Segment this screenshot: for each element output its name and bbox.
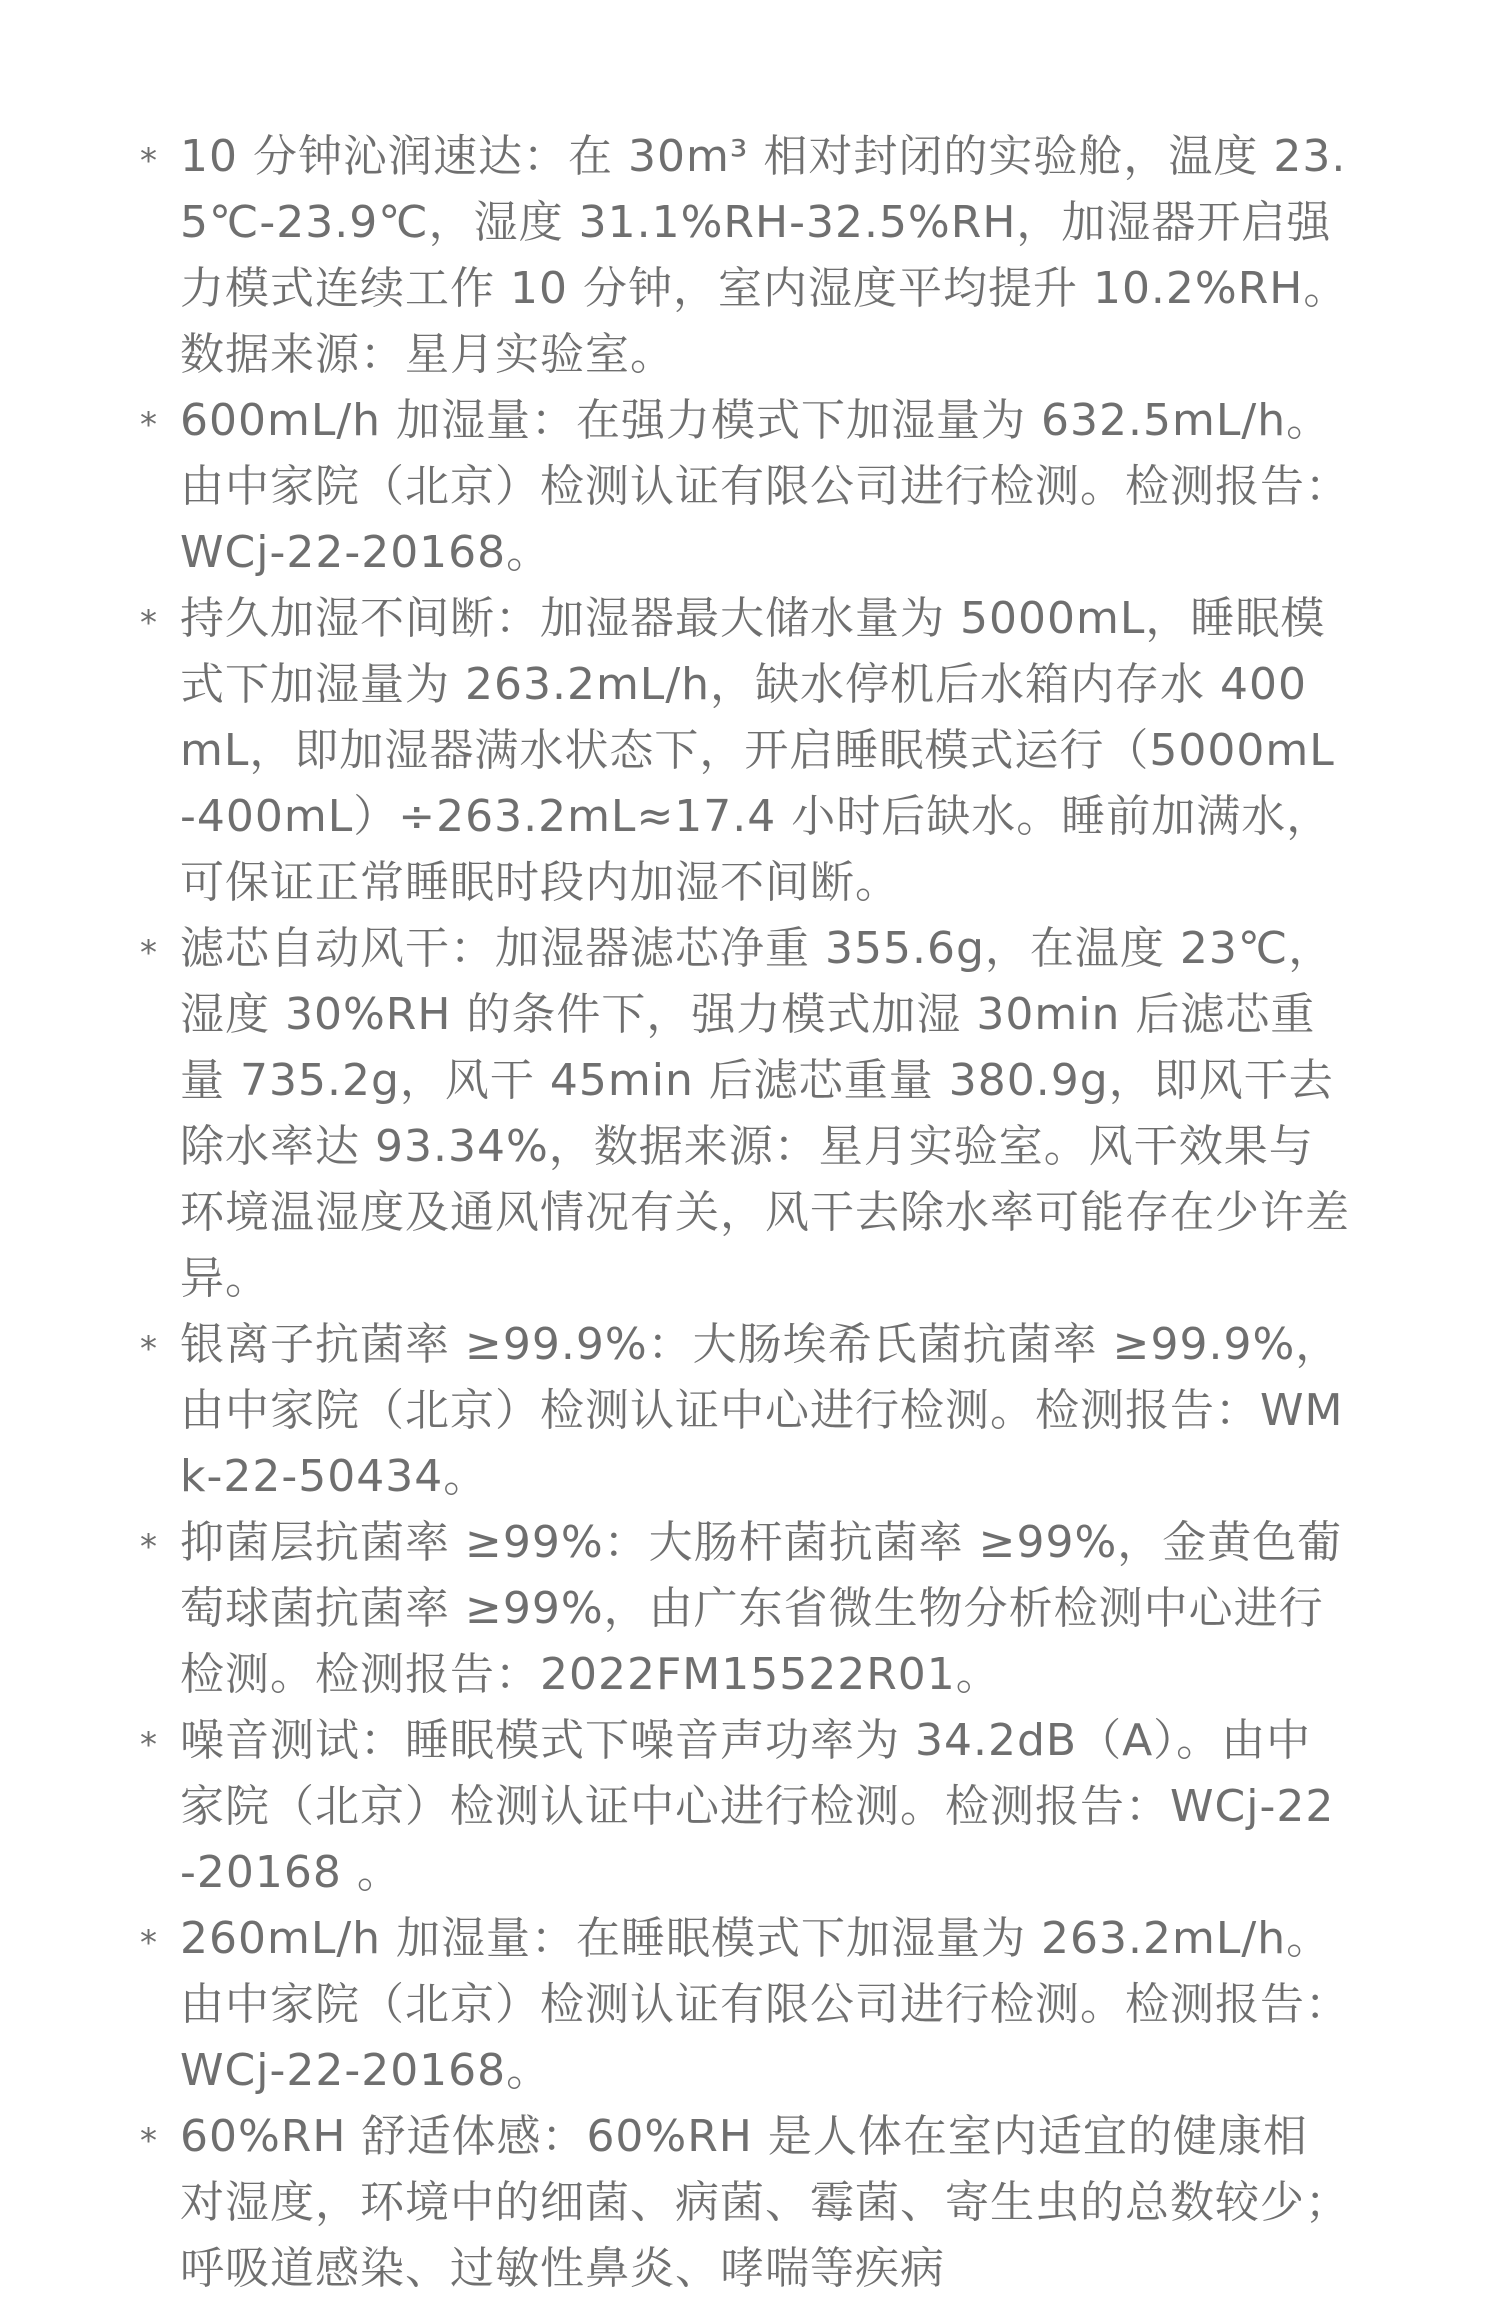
asterisk-icon: *	[140, 1725, 158, 1765]
footnote-noise-test	[140, 1708, 1350, 1906]
footnote-60rh-comfort	[140, 2104, 1350, 2302]
footnote-600ml-capacity	[140, 388, 1350, 586]
footnote-text: 10 分钟沁润速达：在 30m³ 相对封闭的实验舱，温度 23.5℃-23.9℃，湿度 31.1%RH-32.5%RH，加湿器开启强力模式连续工作 10 分钟，室内湿度平均提升 10.2%RH。数据来源：星月实验室。	[180, 131, 1349, 380]
footnote-text: 滤芯自动风干：加湿器滤芯净重 355.6g，在温度 23℃，湿度 30%RH 的条件下，强力模式加湿 30min 后滤芯重量 735.2g，风干 45min 后滤芯重量 380.9g，即风干去除水率达 93.34%，数据来源：星月实验室。风干效果与环境温湿度及通风情况有关，风干去除水率可能存在少许差异。	[180, 923, 1350, 1304]
asterisk-icon: *	[140, 1923, 158, 1963]
footnote-text: 260mL/h 加湿量：在睡眠模式下加湿量为 263.2mL/h。由中家院（北京）检测认证有限公司进行检测。检测报告：WCj-22-20168。	[180, 1913, 1350, 2096]
footnote-humidify-speed	[140, 124, 1350, 388]
asterisk-icon: *	[140, 141, 158, 181]
footnote-text: 噪音测试：睡眠模式下噪音声功率为 34.2dB（A）。由中家院（北京）检测认证中心进行检测。检测报告：WCj-22-20168 。	[180, 1715, 1335, 1898]
footnote-260ml-capacity	[140, 1906, 1350, 2104]
footnote-antibacterial-layer	[140, 1510, 1350, 1708]
footnote-filter-drying	[140, 916, 1350, 1312]
asterisk-icon: *	[140, 2121, 158, 2161]
footnote-silver-ion-antibacterial	[140, 1312, 1350, 1510]
footnote-continuous-humidify	[140, 586, 1350, 916]
footnote-text: 持久加湿不间断：加湿器最大储水量为 5000mL，睡眠模式下加湿量为 263.2mL/h，缺水停机后水箱内存水 400mL，即加湿器满水状态下，开启睡眠模式运行（5000mL-400mL）÷263.2mL≈17.4 小时后缺水。睡前加满水，可保证正常睡眠时段内加湿不间断。	[180, 593, 1335, 908]
asterisk-icon: *	[140, 933, 158, 973]
asterisk-icon: *	[140, 1527, 158, 1567]
asterisk-icon: *	[140, 1329, 158, 1369]
asterisk-icon: *	[140, 405, 158, 445]
footnote-text: 600mL/h 加湿量：在强力模式下加湿量为 632.5mL/h。由中家院（北京）检测认证有限公司进行检测。检测报告：WCj-22-20168。	[180, 395, 1350, 578]
asterisk-icon: *	[140, 603, 158, 643]
footnote-text: 抑菌层抗菌率 ≥99%：大肠杆菌抗菌率 ≥99%，金黄色葡萄球菌抗菌率 ≥99%，由广东省微生物分析检测中心进行检测。检测报告：2022FM15522R01。	[180, 1517, 1343, 1700]
footnote-text: 银离子抗菌率 ≥99.9%：大肠埃希氏菌抗菌率 ≥99.9%，由中家院（北京）检测认证中心进行检测。检测报告：WMk-22-50434。	[180, 1319, 1344, 1502]
footnote-text: 60%RH 舒适体感：60%RH 是人体在室内适宜的健康相对湿度，环境中的细菌、病菌、霉菌、寄生虫的总数较少；呼吸道感染、过敏性鼻炎、哮喘等疾病	[180, 2111, 1350, 2294]
footnote-list	[140, 124, 1350, 2302]
